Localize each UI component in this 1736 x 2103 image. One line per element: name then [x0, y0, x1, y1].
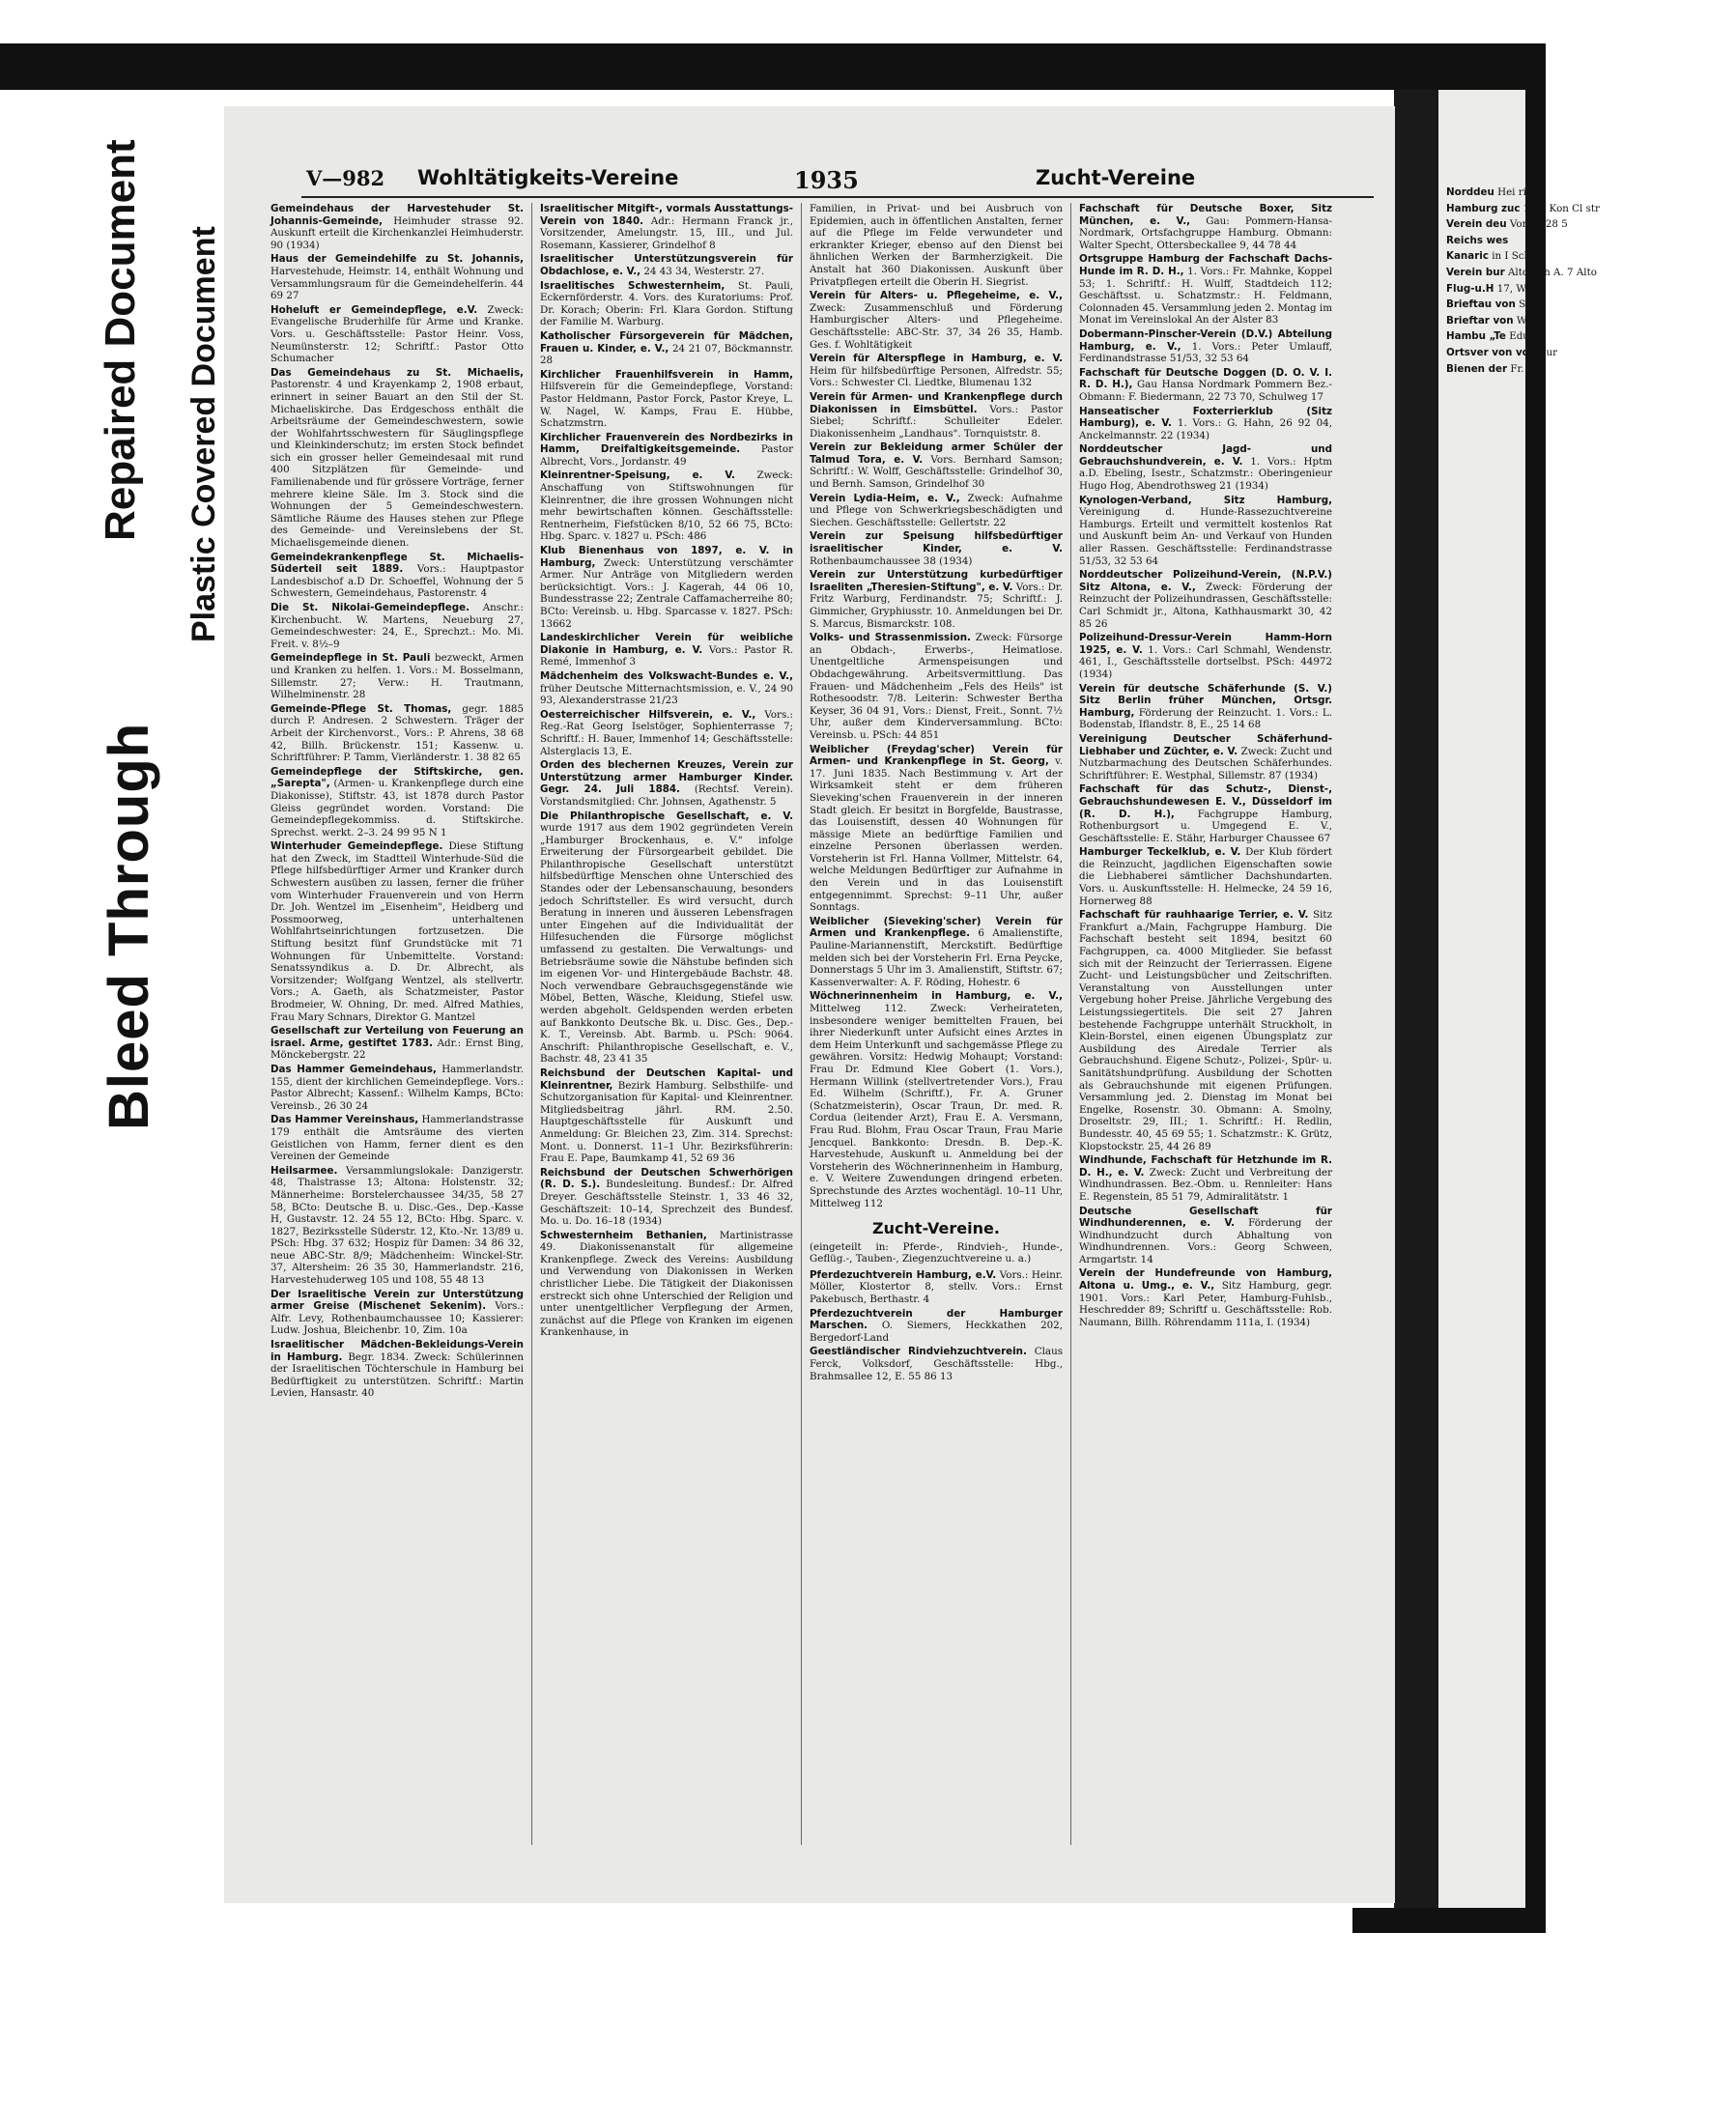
header-rule: [301, 196, 1374, 198]
entry-heading: Kynologen-Verband, Sitz Hamburg,: [1079, 494, 1332, 506]
directory-entry: [1446, 363, 1736, 376]
entry-heading: Verein für Alterspflege in Hamburg, e. V.: [810, 353, 1063, 365]
directory-entry: [270, 1025, 524, 1062]
entry-text: Begr. 1834. Zweck: Schülerinnen der Israelitischen Töchterschule in Hamburg bei Bedürftigkeit zu unterstützen. Schriftf.: Martin Levien, Hansastr. 40: [270, 1350, 524, 1400]
directory-entry: [1079, 203, 1332, 251]
zucht-entries: [810, 1269, 1063, 1382]
column-rule: [1070, 203, 1071, 1845]
entry-text: 1. Vors.: Hptm a.D. Ebeling, Isestr., Schatzmstr.: Oberingenieur Hugo Hog, Abendrothsweg 21 (1934): [1079, 455, 1332, 493]
directory-entry: [540, 253, 793, 277]
entry-heading: Flug-u.H: [1446, 282, 1494, 295]
entry-heading: Verein zur Unterstützung kurbedürftiger Israeliten „Theresien-Stiftung", e. V.: [810, 569, 1063, 593]
entry-heading: Geestländischer Rindviehzuchtverein.: [810, 1346, 1027, 1358]
entry-text: Hammerlandstr. 155, dient der kirchlichen Gemeindepflege. Vors.: Pastor Albrecht; Kassenf.: Wilhelm Kamps, BCto: Vereinsb., 26 30 24: [270, 1063, 524, 1112]
directory-entry: [1446, 267, 1736, 279]
directory-entry: [270, 766, 524, 839]
entry-heading: Der Israelitische Verein zur Unterstützung armer Greise (Mischenet Sekenim).: [270, 1288, 524, 1313]
entry-text: Vor kli 28 5: [1509, 218, 1568, 231]
entry-text: Anschr.: Kirchenbucht. W. Martens, Neueburg 27, Gemeindeschwester: 24, E., Sprechzt.: Mo. Mi. Freit. v. 8½–9: [270, 602, 525, 650]
entry-heading: Reichs wes: [1446, 234, 1509, 246]
entry-heading: Kanaric: [1446, 250, 1489, 263]
entry-text: Zweck: Unterstützung verschämter Armer. Nur Anträge von Mitgliedern werden berücksichtigt. Vors.: J. Kagerah, 44 06 10, Bundesstrasse 22; Zentrale Caffamacherreihe 80; BCto: Vereinsb. u. Hbg. Sparcasse v. 1827. PSch: 13662: [540, 556, 793, 630]
directory-entry: [1446, 186, 1736, 199]
directory-entry: [540, 280, 793, 328]
directory-entry: [270, 652, 524, 700]
entry-text: Harvestehude, Heimstr. 14, enthält Wohnung und Versammlungsraum für die Gemeindehelferin. 44 69 27: [270, 265, 524, 302]
adjacent-page-edge: [1438, 90, 1600, 1908]
directory-entry: [810, 632, 1063, 741]
entry-text: Sch: [1519, 298, 1538, 311]
entry-text: (Rechtsf. Verein). Vorstandsmitglied: Chr. Johnsen, Agathenstr. 5: [540, 783, 793, 808]
directory-entry: [810, 203, 1063, 288]
entry-text: Rothenbaumchaussee 38 (1934): [810, 554, 973, 567]
directory-entry: [1079, 1206, 1332, 1266]
entry-text: Gau: Pommern-Hansa-Nordmark, Ortsfachgruppe Hamburg. Obmann: Walter Specht, Ottersbeckallee 9, 44 78 44: [1079, 214, 1332, 251]
directory-entry: [1446, 283, 1736, 296]
entry-text: Wil: [1516, 314, 1533, 327]
entry-heading: Verein Lydia-Heim, e. V.,: [810, 492, 960, 504]
directory-entry: [1079, 783, 1332, 844]
label-bleed-through: Bleed Through: [98, 722, 160, 1130]
entry-text: Fachgruppe Hamburg, Rothenburgsort u. Umgegend E. V., Geschäftsstelle: E. Stähr, Harburger Chaussee 67: [1079, 808, 1332, 844]
entry-text: Vors. Bernhard Samson; Schriftf.: W. Wolff, Geschäftsstelle: Grindelhof 30, und Bernh. Samson, Grindelhof 30: [810, 453, 1063, 491]
entry-heading: Norddeutscher Jagd- und Gebrauchshundverein, e. V.: [1079, 443, 1332, 468]
entry-heading: Oesterreichischer Hilfsverein, e. V.,: [540, 708, 756, 721]
entry-heading: Pferdezuchtverein Hamburg, e.V.: [810, 1268, 997, 1281]
directory-entry: [1446, 347, 1736, 359]
directory-entry: [270, 703, 524, 764]
entry-text: Martinistrasse 49. Diakonissenanstalt für allgemeine Krankenpflege. Zweck des Vereins: Ausbildung und Verwendung von Diakonissen in Werken christlicher Liebe. Die Tätigkeit der Diakonissen erstreckt sich ohne Unterschied der Religion und unter unentgeltlicher Verpflegung der Armen, zunächst auf die Pflege von Kranken im eigenen Krankenhause, in: [540, 1229, 793, 1339]
directory-entry: [1446, 315, 1736, 327]
section-intro: (eingeteilt in: Pferde-, Rindvieh-, Hunde-, Geflüg.-, Tauben-, Ziegenzuchtvereine u. a.): [810, 1240, 1063, 1265]
entry-text: Gau Hansa Nordmark Pommern Bez.-Obmann: F. Biedermann, 22 73 70, Schulweg 17: [1079, 379, 1332, 403]
text-column-1: [270, 203, 524, 1845]
directory-entry: [540, 545, 793, 630]
entry-text: Der Klub fördert die Reinzucht, jagdlichen Eigenschaften sowie die Liebhaberei sämtlicher Dachshundarten. Vors. u. Auskunftsstelle: H. Helmecke, 24 59 16, Hornerweg 88: [1079, 846, 1332, 907]
directory-entry: [540, 1167, 793, 1228]
entry-heading: Polizeihund-Dressur-Verein Hamm-Horn 1925, e. V.: [1079, 632, 1332, 656]
directory-entry: [810, 916, 1063, 989]
directory-entry: [1079, 253, 1332, 327]
directory-entry: [1079, 909, 1332, 1152]
entry-text: wurde 1917 aus dem 1902 gegründeten Verein „Hamburger Brockenhaus, e. V." infolge Erweiterung der Fürsorgearbeit gebildet. Die Philanthropische Gesellschaft unterstützt hilfsbedürftige Menschen ohne Unterschied des Standes oder der Lebensanschauung, besonders jedoch Schriftsteller. Es wird versucht, durch Beratung in inneren und äusseren Lebensfragen unter Eingehen auf die Individualität der Hilfesuchenden die Fürsorge möglichst umfassend zu gestalten. Die Verwaltungs- und Betriebsräume sowie die Nähstube befinden sich im eigenen Vor- und Hintergebäude Bachstr. 48. Noch verwendbare Gebrauchsgegenstände wie Möbel, Betten, Wäsche, Kleidung, Stiefel usw. werden abgeholt. Geldspenden werden erbeten auf Bankkonto Deutsche Bk. u. Disc. Ges., Dep.-K. T., Vereinsb. Abt. Barmb. u. PSch: 9064. Anschrift: Philanthropische Gesellschaft, e. V., Bachstr. 48, 23 41 35: [540, 822, 793, 1066]
entry-heading: Verein zur Speisung hilfsbedürftiger israelitischer Kinder, e. V.: [810, 530, 1063, 555]
entry-heading: Fachschaft für rauhhaarige Terrier, e. V.: [1079, 909, 1309, 922]
directory-entry: [540, 469, 793, 543]
directory-entry: [540, 432, 793, 469]
entry-text: Förderung der Windhundzucht durch Abhaltung von Windhundrennen. Vors.: Georg Schween, Armgartstr. 14: [1079, 1217, 1332, 1265]
entry-text: 24 21 07, Böckmannstr. 28: [540, 342, 794, 367]
entry-heading: Orden des blechernen Kreuzes, Verein zur Unterstützung armer Hamburger Kinder. Gegr. 24. Juli 1884.: [540, 759, 793, 796]
column-3-entries: [810, 203, 1063, 1209]
label-plastic-covered-document: Plastic Covered Document: [185, 226, 222, 642]
directory-entry: [540, 759, 793, 808]
entry-heading: Landeskirchlicher Verein für weibliche Diakonie in Hamburg, e. V.: [540, 632, 793, 656]
entry-text: Bezirk Hamburg. Selbsthilfe- und Schutzorganisation für Kapital- und Kleinrentner. Mitgliedsbeitrag jährl. RM. 2.50. Hauptgeschäftsstelle für Auskunft und Anmeldung: Gr. Bleichen 23, Zim. 314. Sprechst: Mont. u. Donnerst. 11–1 Uhr. Bezirksführerin: Frau E. Pape, Baumkamp 41, 52 69 36: [540, 1079, 793, 1165]
directory-entry: [1446, 203, 1736, 215]
entry-heading: Ortsgruppe Hamburg der Fachschaft Dachs-Hunde im R. D. H.,: [1079, 253, 1332, 277]
entry-heading: Gemeindekrankenpflege St. Michaelis-Süderteil seit 1889.: [270, 551, 524, 576]
entry-heading: Fachschaft für Deutsche Boxer, Sitz München, e. V.,: [1079, 203, 1332, 227]
directory-entry: [810, 1269, 1063, 1306]
entry-heading: Verein bur: [1446, 266, 1505, 278]
directory-entry: [1079, 846, 1332, 907]
entry-text: Heim für hilfsbedürftige Personen, Alfredstr. 55; Vors.: Schwester Cl. Liedtke, Blumenau 132: [810, 364, 1063, 389]
entry-heading: Hamburg zuc: [1446, 202, 1521, 214]
section-heading-zucht-vereine: Zucht-Vereine.: [872, 1219, 1000, 1238]
entry-text: Zweck: Förderung der Reinzucht der Polizeihundrassen, Geschäftsstelle: Carl Schmidt jr., Altona, Kathhausmarkt 30, 42 85 26: [1079, 581, 1332, 630]
directory-entry: [270, 1289, 524, 1337]
entry-heading: Heilsarmee.: [270, 1164, 338, 1177]
label-repaired-document: Repaired Document: [97, 139, 144, 541]
entry-heading: Brieftau von: [1446, 298, 1516, 311]
directory-entry: [540, 203, 793, 251]
entry-heading: Schwesternheim Bethanien,: [540, 1229, 707, 1241]
directory-entry: [810, 530, 1063, 567]
entry-text: Hei ring: [1497, 186, 1540, 198]
entry-heading: Mädchenheim des Volkswacht-Bundes e. V.,: [540, 669, 793, 682]
directory-entry: [810, 1308, 1063, 1345]
entry-text: Vors.: Reg.-Rat Georg Iselstöger, Sophienterrasse 7; Schriftf.: H. Bauer, Immenhof 14; Geschäftsstelle: Alsterglacis 13, E.: [540, 708, 793, 757]
entry-heading: Die St. Nikolai-Gemeindepflege.: [270, 602, 470, 613]
entry-text: Edu: [1509, 330, 1529, 343]
directory-entry: [810, 290, 1063, 351]
entry-heading: Verein der Hundefreunde von Hamburg, Altona u. Umg., e. V.,: [1079, 1267, 1332, 1293]
directory-entry: [540, 670, 793, 707]
entry-text: gegr. 1885 durch P. Andresen. 2 Schwestern. Träger der Arbeit der Kirchenvorst., Vors.: P. Ahrens, 38 68 42, Billh. Brückenstr. 151; Kassenw. u. Schriftführer: P. Tamm, Vierländerstr. 1. 38 82 65: [270, 702, 525, 764]
entry-heading: Dobermann-Pinscher-Verein (D.V.) Abteilung Hamburg, e. V.,: [1079, 327, 1332, 353]
entry-text: bezweckt, Armen und Kranken zu helfen. 1. Vors.: M. Bosselmann, Sillemstr. 27; Verw.: H. Trautmann, Wilhelminenstr. 28: [270, 652, 524, 701]
running-year: 1935: [794, 166, 859, 194]
entry-text: Versammlungslokale: Danzigerstr. 48, Thalstrasse 13; Altona: Holstenstr. 32; Männerheime: Borstelerchaussee 34/35, 58 27 58, BCto: Deutsche B. u. Disc.-Ges., Dep.-Kasse H, Gustavstr. 12. 24 55 12, BCto: Hbg. Sparc. v. 1827, Bezirksstelle Süderstr. 12, Kto.-Nr. 13/89 u. PSch: Hbg. 37 632; Hospiz für Damen: 34 86 32, neue ABC-Str. 8/9; Mädchenheim: Winckel-Str. 37, Altersheim: 26 35 30, Hammerlandstr. 216, Harvestehuderweg 105 und 108, 55 48 13: [270, 1164, 524, 1287]
entry-heading: Verein zur Bekleidung armer Schüler der Talmud Tora, e. V.: [810, 441, 1063, 466]
entry-text: Vors.: Pastor R. Remé, Immenhof 3: [540, 643, 793, 668]
directory-entry: [810, 744, 1063, 914]
entry-heading: Reichsbund der Deutschen Kapital- und Kleinrentner,: [540, 1066, 793, 1092]
directory-entry: [540, 810, 793, 1066]
entry-heading: Verein für Armen- und Krankenpflege durch Diakonissen in Eimsbüttel.: [810, 390, 1063, 415]
directory-entry: [1079, 328, 1332, 365]
entry-text: 24 43 34, Westerstr. 27.: [643, 265, 765, 277]
directory-entry: [810, 353, 1063, 389]
entry-text: Adr.: Ernst Bing, Mönckebergstr. 22: [270, 1037, 524, 1062]
entry-text: 1. M Kon Cl str: [1523, 202, 1600, 214]
entry-heading: Ortsver von von: [1446, 346, 1537, 358]
entry-heading: Verein für deutsche Schäferhunde (S. V.) Sitz Berlin früher München, Ortsgr. Hamburg,: [1079, 682, 1332, 719]
entry-text: Fur: [1539, 346, 1558, 358]
entry-heading: Gemeinde-Pflege St. Thomas,: [270, 702, 452, 715]
entry-heading: Brieftar von: [1446, 314, 1514, 327]
entry-text: Vors.: Pastor Siebel; Schriftf.: Schulleiter Edeler. Diakonissenheim „Landhaus". Tornquiststr. 8.: [810, 403, 1063, 440]
scan-edge-bottom: [1352, 1908, 1546, 1933]
directory-entry: [270, 552, 524, 600]
entry-heading: Kleinrentner-Speisung, e. V.: [540, 469, 735, 482]
directory-entry: [540, 369, 793, 430]
directory-entry: [1446, 250, 1736, 263]
directory-entry: [810, 1346, 1063, 1382]
entry-text: in I Sch de: [1492, 250, 1547, 263]
entry-text: Vereinigung d. Hunde-Rassezuchtvereine Hamburgs. Erteilt und vermittelt kostenlos Rat und Auskunft beim An- und Verkauf von Hunden aller Rassen. Geschäftsstelle: Ferdinandstrasse 51/53, 32 53 64: [1079, 506, 1332, 567]
directory-entry: [540, 1230, 793, 1339]
entry-text: Mittelweg 112. Zweck: Verheirateten, insbesondere weniger bemittelten Frauen, bei ihrer Niederkunft unter Aufsicht eines Arztes in dem Heim Unterkunft und sachgemässe Pflege zu gewähren. Vorsitz: Hedwig Mohaupt; Vorstand: Frau Dr. Edmund Klee Gobert (1. Vors.), Hermann Willink (stellvertretender Vors.), Frau Ed. Wilhelm (Schriftf.), Fr. A. Gruner (Schatzmeisterin), Oscar Traun, Dr. med. R. Cordua (leitender Arzt), Frau E. A. Versmann, Frau Rud. Blohm, Frau Oscar Traun, Frau Marie Jencquel. Bankkonto: Dresdn. B. Dep.-K. Harvestehude, Auskunft u. Anmeldung bei der Vorsteherin des Wöchnerinnenheim in Hamburg, e. V. Weitere Zuwendungen dringend erbeten. Sprechstunde des Arztes wochentägl. 10–11 Uhr, Mittelweg 112: [810, 1003, 1063, 1209]
entry-text: Zweck: Zucht und Nutzbarmachung des Deutschen Schäferhundes. Schriftführer: E. Westphal, Sillemstr. 87 (1934): [1079, 745, 1333, 782]
running-title-right: Zucht-Vereine: [1036, 166, 1196, 189]
directory-entry: [270, 1165, 524, 1287]
entry-heading: Fachschaft für Deutsche Doggen (D. O. V. I. R. D. H.),: [1079, 366, 1332, 391]
entry-heading: Katholischer Fürsorgeverein für Mädchen, Frauen u. Kinder, e. V.,: [540, 329, 793, 355]
entry-heading: Israelitischer Unterstützungsverein für Obdachlose, e. V.,: [540, 253, 793, 277]
entry-text: Heimhuder strasse 92. Auskunft erteilt die Kirchenkanzlei Heimhuderstr. 90 (1934): [270, 214, 524, 251]
directory-entry: [1446, 235, 1736, 247]
entry-text: Familien, in Privat- und bei Ausbruch von Epidemien, auch in öffentlichen Anstalten, ferner auf die Pflege im Felde verwundeter und erkrankter Krieger, ebenso auf den Dienst bei ähnlichen Werken der Barmherzigkeit. Die Anstalt hat 360 Diakonissen. Auskunft über Privatpflegen erteilt die Oberin H. Siegrist.: [810, 203, 1063, 288]
directory-entry: [270, 1339, 524, 1400]
text-column-4: [1079, 203, 1332, 1845]
entry-heading: Israelitischer Mädchen-Bekleidungs-Verein in Hamburg.: [270, 1339, 524, 1363]
entry-text: Vors.: Dr. Fritz Warburg, Ferdinandstr. 75; Schriftf.: J. Gimmicher, Gryphiusstr. 10. Anmeldungen bei Dr. S. Marcus, Bismarckstr. 108.: [810, 581, 1063, 630]
entry-text: Bundesleitung. Bundesf.: Dr. Alfred Dreyer. Geschäftsstelle Steinstr. 1, 33 46 32, Geschäftszeit: 10–14, Sprechzeit des Bundesf. Mo. u. Do. 16–18 (1934): [540, 1179, 793, 1228]
entry-text: Diese Stiftung hat den Zweck, im Stadtteil Winterhude-Süd die Pflege hilfsbedürftiger Armer und Kranker durch Schwestern ausüben zu lassen, ferner die früher vom Winterhuder Frauenverein und von Herrn Dr. Joh. Wentzel im „Eisenheim", Heidberg und Possmoorweg, unterhaltenen Wohlfahrtseinrichtungen fortzusetzen. Die Stiftung besitzt fünf Grundstücke mit 71 Wohnungen für Unbemittelte. Vorstand: Senatssyndikus a. D. Dr. Albrecht, als Vorsitzender; Wolfgang Wentzel, als stellvertr. Vors.; A. Gaeth, als Schatzmeister, Pastor Brodmeier, W. Ohning, Dr. med. Alfred Mathies, Frau Mary Schnars, Direktor G. Mantzel: [270, 840, 524, 1023]
entry-text: Zweck: Fürsorge an Obdach-, Erwerbs-, Heimatlose. Unentgeltliche Armenspeisungen und Obdachgewährung. Arbeitsvermittlung. Das Frauen- und Mädchenheim „Fels des Heils" ist Rothesoodstr. 7/8. Leiterin: Schwester Bertha Keyser, 36 04 91, Vors.: Dienst, Freit., Sonnt. 7½ Uhr, außer dem Kinderversammlung. BCto: Vereinsb. u. PSch: 44 851: [810, 632, 1063, 741]
entry-heading: Norddeutscher Polizeihund-Verein, (N.P.V.) Sitz Altona, e. V.,: [1079, 569, 1332, 593]
entry-text: O. Siemers, Heckkathen 202, Bergedorf-Land: [810, 1320, 1063, 1344]
entry-heading: Haus der Gemeindehilfe zu St. Johannis,: [270, 253, 524, 266]
directory-entry: [270, 304, 524, 365]
directory-entry: [1446, 298, 1736, 311]
entry-text: St. Pauli, Eckernförderstr. 4. Vors. des Kuratoriums: Prof. Dr. Korach; Oberin: Frl. Klara Gordon. Stiftung der Familie M. Warburg.: [540, 279, 793, 328]
directory-entry: [540, 632, 793, 668]
entry-heading: Weiblicher (Sieveking'scher) Verein für Armen und Krankenpflege.: [810, 915, 1063, 940]
entry-text: Claus Ferck, Volksdorf, Geschäftsstelle: Hbg., Brahmsallee 12, E. 55 86 13: [810, 1346, 1063, 1382]
entry-text: Zweck: Zucht und Verbreitung der Windhundrassen. Bez.-Obm. u. Rennleiter: Hans E. Regenstein, 85 51 79, Admiralitätstr. 1: [1079, 1166, 1332, 1203]
directory-entry: [1079, 1267, 1332, 1328]
entry-text: Hammerlandstrasse 179 enthält die Amtsräume des vierten Geistlichen von Hamm, ferner dient es den Vereinen der Gemeinde: [270, 1114, 524, 1163]
entry-heading: Norddeu: [1446, 186, 1494, 198]
directory-entry: [1079, 569, 1332, 630]
directory-entry: [1079, 495, 1332, 568]
entry-heading: Hoheluft er Gemeindepflege, e.V.: [270, 303, 478, 316]
entry-text: 17, We: [1496, 282, 1532, 295]
entry-text: (Armen- u. Krankenpflege durch eine Diakonisse), Stiftstr. 43, ist 1878 durch Pastor Gleiss gegründet worden. Vorstand: Die Gemeindepflegekommiss. d. Stiftskirche. Sprechst. werkt. 2–3. 24 99 95 N 1: [270, 778, 524, 838]
column-rule: [531, 203, 532, 1845]
directory-entry: [810, 990, 1063, 1209]
entry-heading: Klub Bienenhaus von 1897, e. V. in Hamburg,: [540, 545, 793, 569]
entry-heading: Volks- und Strassenmission.: [810, 632, 971, 644]
entry-text: Fr.: [1510, 362, 1524, 375]
entry-heading: Hamburger Teckelklub, e. V.: [1079, 846, 1241, 859]
column-rule: [801, 203, 802, 1845]
document-page: [224, 106, 1395, 1903]
entry-text: 1. Vors.: G. Hahn, 26 92 04, Anckelmannstr. 22 (1934): [1079, 417, 1333, 441]
entry-text: Förderung der Reinzucht. 1. Vors.: L. Bodenstab, Iflandstr. 8, E., 25 14 68: [1079, 706, 1332, 731]
entry-heading: Die Philanthropische Gesellschaft, e. V.: [540, 810, 793, 822]
entry-heading: Winterhuder Gemeindepflege.: [270, 840, 443, 853]
entry-text: 6 Amalienstifte, Pauline-Mariannenstift, Merckstift. Bedürftige melden sich bei der Vorsteherin Frl. Erna Peycke, Donnerstags 5 Uhr im 3. Amalienstift, Stiftstr. 67; Kassenverwalter: A. F. Röding, Hohestr. 6: [810, 927, 1063, 988]
directory-entry: [270, 253, 524, 301]
entry-heading: Bienen der: [1446, 362, 1508, 375]
directory-entry: [1079, 1154, 1332, 1203]
entry-text: Pastorenstr. 4 und Krayenkamp 2, 1908 erbaut, erinnert in seiner Bauart an den Stil der St. Michaeliskirche. Das Erdgeschoss enthält die Arbeitsräume der Gemeindeschwestern, sowie der Wohlfahrtsschwestern für Säuglingspflege und Kleinkinderschutz; im ersten Stock befindet sich ein grosser heller Gemeindesaal mit rund 400 Sitzplätzen für Gemeinde- und Familienabende und für grössere Vorträge, ferner mehrere kleine Säle. Im 3. Stock sind die Wohnungen der 5 Gemeindeschwestern. Sämtliche Räume des Hauses stehen zur Pflege des Gemeinde- und Vereinslebens der St. Michaelisgemeinde dienen.: [270, 379, 524, 550]
directory-entry: [540, 330, 793, 367]
entry-heading: Israelitisches Schwesternheim,: [540, 279, 726, 292]
entry-heading: Weiblicher (Freydag'scher) Verein für Armen- und Krankenpflege in St. Georg,: [810, 743, 1063, 768]
entry-heading: Vereinigung Deutscher Schäferhund-Liebhaber und Züchter, e. V.: [1079, 732, 1332, 757]
directory-entry: [270, 1064, 524, 1112]
entry-text: 1. Vors.: Peter Umlauff, Ferdinandstrasse 51/53, 32 53 64: [1079, 340, 1332, 365]
directory-entry: [1446, 330, 1736, 343]
directory-entry: [1079, 733, 1332, 782]
scan-edge-top: [0, 43, 1546, 90]
entry-heading: Hambu „Te: [1446, 330, 1506, 343]
text-column-3: [810, 203, 1063, 1845]
entry-text: Zweck: Anschaffung von Stiftswohnungen für Kleinrentner, die ihre grossen Wohnungen nicht mehr bewirtschaften können. Geschäftsstelle: Rentnerheim, Fiefstücken 8/10, 52 66 75, BCto: Hbg. Sparc. v. 1827 u. PSch: 486: [540, 469, 793, 543]
entry-heading: Deutsche Gesellschaft für Windhunderennen, e. V.: [1079, 1205, 1332, 1230]
entry-heading: Gesellschaft zur Verteilung von Feuerung an israel. Arme, gestiftet 1783.: [270, 1025, 524, 1049]
entry-heading: Gemeindepflege in St. Pauli: [270, 652, 431, 665]
page-gutter-shadow: [1394, 90, 1438, 1908]
entry-text: Sitz Hamburg, gegr. 1901. Vors.: Karl Peter, Hamburg-Fuhlsb., Heschredder 89; Schriftf u. Geschäftsstelle: Rob. Naumann, Billh. Röhrendamm 111a, I. (1934): [1079, 1280, 1332, 1328]
entry-heading: Das Hammer Vereinshaus,: [270, 1114, 419, 1126]
entry-heading: Fachschaft für das Schutz-, Dienst-, Gebrauchshundewesen E. V., Düsseldorf im (R. D. H.),: [1079, 783, 1332, 820]
directory-entry: [540, 709, 793, 757]
entry-heading: Windhunde, Fachschaft für Hetzhunde im R. D. H., e. V.: [1079, 1154, 1332, 1179]
entry-text: Hilfsverein für die Gemeindepflege, Vorstand: Pastor Heldmann, Pastor Forck, Pastor Kreye, L. W. Nagel, W. Kamps, Frau E. Hübbe, Schatzmstrn.: [540, 381, 793, 430]
directory-entry: [1079, 406, 1332, 442]
entry-text: 1. Vors.: Carl Schmahl, Wendenstr. 461, I., Geschäftsstelle dortselbst. PSch: 44972 (1934): [1079, 643, 1332, 680]
entry-text: Zweck: Evangelische Bruderhilfe für Arme und Kranke. Vors. u. Geschäftsstelle: Pastor Heinr. Voss, Neumünsterstr. 12; Schriftf.: Pastor Otto Schumacher: [270, 303, 524, 365]
entry-heading: Das Hammer Gemeindehaus,: [270, 1063, 437, 1075]
entry-text: Alto Sch A. 7 Alto: [1507, 266, 1597, 278]
page-number: V—982: [306, 166, 385, 190]
entry-heading: Gemeindehaus der Harvestehuder St. Johannis-Gemeinde,: [270, 203, 524, 227]
running-title-left: Wohltätigkeits-Vereine: [417, 166, 679, 189]
entry-text: 1. Vors.: Fr. Mahnke, Koppel 53; 1. Schriftf.: H. Wulff, Stadtdeich 112; Geschäftsst. u. Schatzmstr.: H. Feldmann, Colonnaden 45. Versammlung jeden 2. Montag im Monat im Vereinslokal An der Alster 83: [1079, 265, 1333, 327]
entry-text: Adr.: Hermann Franck jr., Vorsitzender, Amelungstr. 15, III., und Jul. Rosemann, Kassierer, Grindelhof 8: [540, 214, 793, 251]
entry-heading: Pferdezuchtverein der Hamburger Marschen.: [810, 1307, 1063, 1332]
entry-heading: Wöchnerinnenheim in Hamburg, e. V.,: [810, 990, 1063, 1003]
directory-entry: [810, 391, 1063, 440]
entry-text: Pastor Albrecht, Vors., Jordanstr. 49: [540, 443, 793, 468]
entry-text: Zweck: Aufnahme und Pflege von Schwerkriegsbeschädigten und Siechen. Geschäftsstelle: Gellertstr. 22: [810, 492, 1063, 528]
directory-entry: [270, 203, 524, 251]
entry-heading: Verein für Alters- u. Pflegeheime, e. V.,: [810, 290, 1063, 302]
entry-heading: Verein deu: [1446, 218, 1507, 231]
directory-entry: [1079, 367, 1332, 404]
text-column-2: [540, 203, 793, 1845]
directory-entry: [810, 441, 1063, 490]
directory-entry: [810, 569, 1063, 630]
entry-heading: Das Gemeindehaus zu St. Michaelis,: [270, 366, 524, 379]
adjacent-page-column: [1446, 186, 1736, 379]
directory-entry: [270, 367, 524, 550]
entry-heading: Hanseatischer Foxterrierklub (Sitz Hamburg), e. V.: [1079, 405, 1332, 430]
entry-text: Sitz Frankfurt a./Main, Fachgruppe Hamburg. Die Fachschaft besteht seit 1894, besitzt 60 Fachgruppen, ca. 4000 Mitglieder. Sie befasst sich mit der Reinzucht der Terierrassen. Eigene Zucht- und Leistungsbücher und Zeitschriften. Veranstaltung von Ausstellungen unter Vergebung hoher Preise. Jährliche Vergebung des Leistungssiegertitels. Die seit 27 Jahren bestehende Fachgruppe unterhält Struckholt, in Klein-Borstel, einen eigenen Übungsplatz zur Ausbildung des Airedale Terrier als Gebrauchshund. Eigene Schutz-, Polizei-, Spür- u. Sanitätshundprüfung. Ausbildung der Schotten als Gebrauchshunde mit eigenen Prüfungen. Versammlung jed. 2. Dienstag im Monat bei Engelke, Rosenstr. 30. Obmann: A. Smolny, Droseltstr. 29, III.; 1. Schriftf.: H. Redlin, Bundesstr. 40, 45 69 55; 1. Schatzmstr.: K. Grütz, Klopstockstr. 25, 44 26 89: [1079, 909, 1332, 1152]
entry-text: Vors.: Hauptpastor Landesbischof a.D Dr. Schoeffel, Wohnung der 5 Schwestern, Gemeindehaus, Pastorenstr. 4: [270, 563, 524, 600]
entry-heading: Gemeindepflege der Stiftskirche, gen. „Sarepta",: [270, 765, 524, 790]
entry-text: früher Deutsche Mitternachtsmission, e. V., 24 90 93, Alexanderstrasse 21/23: [540, 682, 793, 707]
entry-text: Zweck: Zusammenschluß und Förderung Hamburgischer Alters- und Pflegeheime. Geschäftsstelle: ABC-Str. 37, 34 26 35, Hamb. Ges. f. Wohltätigkeit: [810, 301, 1063, 351]
directory-entry: [1079, 683, 1332, 731]
directory-entry: [540, 1067, 793, 1165]
entry-text: v. 17. Juni 1835. Nach Bestimmung v. Art der Wirksamkeit steht er dem früheren Sieveking'schen Frauenverein in der inneren Stadt gleich. Er besitzt in Borgfelde, Baustrasse, das Louisenstift, dessen 40 Wohnungen für mässige Miete an bedürftige Familien und einzelne Personen überlassen werden. Vorsteherin ist Frl. Hanna Vollmer, Mittelstr. 64, welche Meldungen Bedürftiger zur Aufnahme in den Verein und in das Louisenstift entgegennimmt. Sprechst: 9–11 Uhr, außer Sonntags.: [810, 755, 1063, 914]
directory-entry: [1446, 218, 1736, 231]
directory-entry: [810, 493, 1063, 529]
directory-entry: [1079, 632, 1332, 680]
entry-heading: Israelitischer Mitgift-, vormals Ausstattungs-Verein von 1840.: [540, 203, 793, 227]
entry-heading: Reichsbund der Deutschen Schwerhörigen (R. D. S.).: [540, 1166, 793, 1191]
entry-heading: Kirchlicher Frauenhilfsverein in Hamm,: [540, 368, 793, 381]
entry-heading: Kirchlicher Frauenverein des Nordbezirks in Hamm, Dreifaltigkeitsgemeinde.: [540, 431, 793, 456]
entry-text: Vors.: Heinr. Möller, Klostertor 8, stellv. Vors.: Ernst Pakebusch, Berthastr. 4: [810, 1268, 1063, 1306]
directory-entry: [1079, 443, 1332, 492]
directory-entry: [270, 840, 524, 1023]
directory-entry: [270, 602, 524, 650]
entry-text: Vors.: Alfr. Levy, Rothenbaumchaussee 10; Kassierer: Ludw. Joshua, Bleichenbr. 10, Zim. 10a: [270, 1300, 525, 1337]
directory-entry: [270, 1114, 524, 1162]
